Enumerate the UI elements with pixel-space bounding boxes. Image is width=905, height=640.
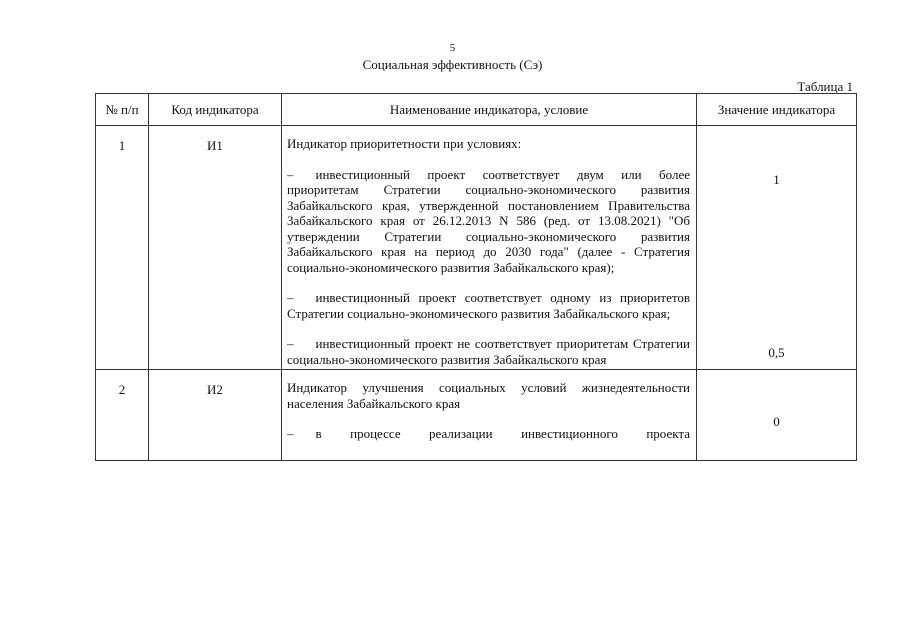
indicator-intro: Индикатор улучшения социальных условий жизнедеятельности населения Забайкальского края: [287, 380, 690, 411]
indicator-value: 1: [773, 172, 780, 187]
row-number: 2: [96, 370, 149, 461]
header-value: Значение индикатора: [697, 94, 857, 126]
section-title: Социальная эффективность (Сэ): [362, 57, 543, 72]
indicator-table: [95, 93, 857, 461]
indicator-value: 0: [773, 414, 780, 429]
table-header-row: [96, 94, 857, 126]
indicator-value: 0,5: [768, 345, 785, 360]
header-number: № п/п: [96, 94, 149, 126]
indicator-description: [282, 126, 697, 370]
indicator-code: И2: [149, 370, 282, 461]
row-number: 1: [96, 126, 149, 370]
indicator-code: И1: [149, 126, 282, 370]
condition-item: – инвестиционный проект не соответствует приоритетам Стратегии социально-экономического развития Забайкальского края: [287, 336, 690, 367]
condition-item: – инвестиционный проект соответствует одному из приоритетов Стратегии социально-экономического развития Забайкальского края;: [287, 290, 690, 321]
header-name: Наименование индикатора, условие: [282, 94, 697, 126]
indicator-values: [697, 370, 857, 461]
header-code: Код индикатора: [149, 94, 282, 126]
condition-item: – в процессе реализации инвестиционного проекта: [287, 426, 690, 441]
table-row: [96, 370, 857, 461]
condition-item: – инвестиционный проект соответствует двум или более приоритетам Стратегии социально-экономического развития Забайкальского края, утвержденной постановлением Правительства Забайкальского края от 26.12.2013 N 586 (ред. от 13.08.2021) "Об утверждении Стратегии социально-экономического развития Забайкальского края на период до 2030 года" (далее - Стратегия социально-экономического развития Забайкальского края);: [287, 166, 690, 275]
indicator-intro: Индикатор приоритетности при условиях:: [287, 136, 522, 151]
indicator-description: [282, 370, 697, 461]
table-label: Таблица 1: [797, 79, 853, 94]
page-number: 5: [449, 42, 456, 54]
table-row: [96, 126, 857, 370]
indicator-values: [697, 126, 857, 429]
